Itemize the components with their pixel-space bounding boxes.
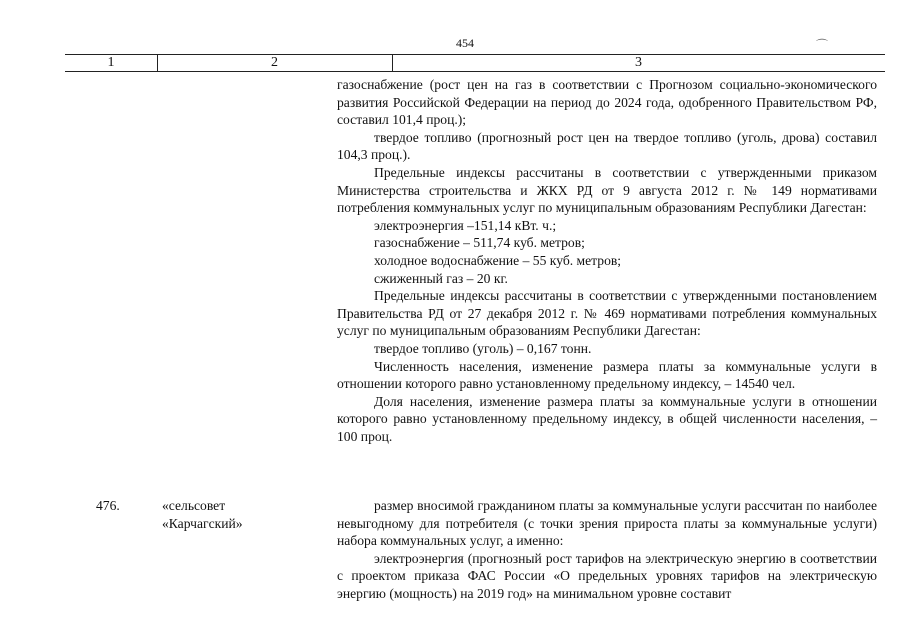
paragraph: газоснабжение (рост цен на газ в соответствии с Прогнозом социально-экономического развития Российской Федерации на период до 2024 года, одобренного Правительством РФ, составил 101,4 проц.); [337, 77, 877, 128]
paragraph: электроэнергия –151,14 кВт. ч.; [374, 217, 557, 233]
header-col-3: 3 [635, 55, 642, 70]
paragraph: сжиженный газ – 20 кг. [374, 270, 508, 286]
paragraph: газоснабжение – 511,74 куб. метров; [374, 235, 585, 251]
municipality-name-line: «сельсовет [162, 498, 226, 513]
row-municipality-name [162, 497, 243, 532]
paragraph: Предельные индексы рассчитаны в соответствии с утвержденными приказом Министерства строительства и ЖКХ РД от 9 августа 2012 г. № 149 нормативами потребления коммунальных услуг по муниципальным образованиям Республики Дагестан: [337, 164, 877, 216]
paragraph: Доля населения, изменение размера платы за коммунальные услуги в отношении которого равно установленному предельному индексу, в общей численности населения, – 100 проц. [337, 393, 877, 444]
paragraph: холодное водоснабжение – 55 куб. метров; [374, 252, 622, 268]
page-number: 454 [456, 36, 474, 50]
paragraph: электроэнергия (прогнозный рост тарифов на электрическую энергию в соответствии с проектом приказа ФАС России «О предельных уровнях тарифов на электрическую энергию (мощность) на 2019 год» на минимальном уровне составит [337, 550, 877, 601]
row-476-text-block [337, 497, 877, 603]
paragraph: твердое топливо (прогнозный рост цен на твердое топливо (уголь, дрова) составил 104,3 проц.). [337, 129, 877, 163]
corner-mark: ⌒ [816, 38, 829, 52]
header-col-1: 1 [65, 55, 158, 71]
municipality-name-line: «Карчагский» [162, 515, 243, 531]
paragraph: твердое топливо (уголь) – 0,167 тонн. [374, 340, 592, 356]
continuation-text-block [337, 76, 877, 445]
paragraph: Предельные индексы рассчитаны в соответствии с утвержденными постановлением Правительства РД от 27 декабря 2012 г. № 469 нормативами потребления коммунальных услуг по муниципальным образованиям Республики Дагестан: [337, 288, 877, 339]
table-header-row [65, 54, 885, 72]
paragraph: Численность населения, изменение размера платы за коммунальные услуги в отношении которого равно установленному предельному индексу, – 14540 чел. [337, 358, 877, 392]
header-col-2: 2 [157, 55, 393, 71]
row-number: 476. [96, 498, 120, 513]
paragraph: размер вносимой гражданином платы за коммунальные услуги рассчитан по наиболее невыгодному для потребителя (с точки зрения прироста платы за коммунальные услуги) набора коммунальных услуг, а именно: [337, 498, 877, 549]
